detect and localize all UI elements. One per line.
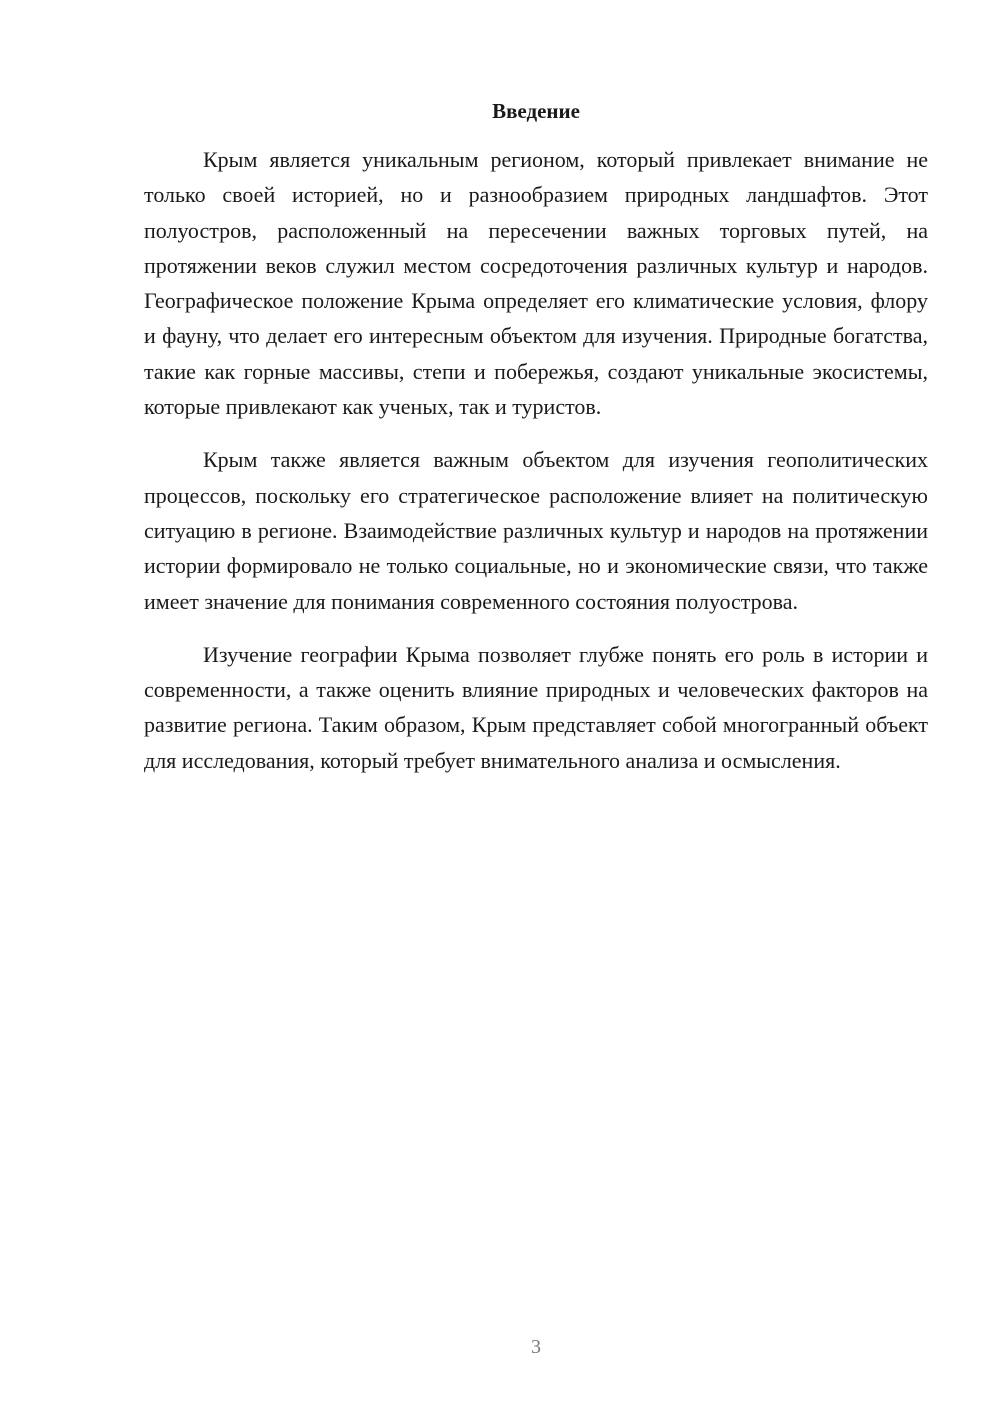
page-title: Введение — [492, 99, 580, 123]
body-text — [144, 142, 928, 796]
paragraph-2: Крым также является важным объектом для изучения геополитических процессов, поскольку его стратегическое расположение влияет на политическую ситуацию в регионе. Взаимодействие различных культур и народов на протяжении истории формировало не только социальные, но и экономические связи, что также имеет значение для понимания современного состояния полуострова. — [144, 447, 928, 614]
paragraph-3: Изучение географии Крыма позволяет глубже понять его роль в истории и современности, а также оценить влияние природных и человеческих факторов на развитие региона. Таким образом, Крым представляет собой многогранный объект для исследования, который требует внимательного анализа и осмысления. — [144, 641, 928, 773]
page-number: 3 — [531, 1336, 541, 1358]
paragraph-1: Крым является уникальным регионом, который привлекает внимание не только своей историей, но и разнообразием природных ландшафтов. Этот полуостров, расположенный на пересечении важных торговых путей, на протяжении веков служил местом сосредоточения различных культур и народов. Географическое положение Крыма определяет его климатические условия, флору и фауну, что делает его интересным объектом для изучения. Природные богатства, такие как горные массивы, степи и побережья, создают уникальные экосистемы, которые привлекают как ученых, так и туристов. — [144, 147, 928, 420]
